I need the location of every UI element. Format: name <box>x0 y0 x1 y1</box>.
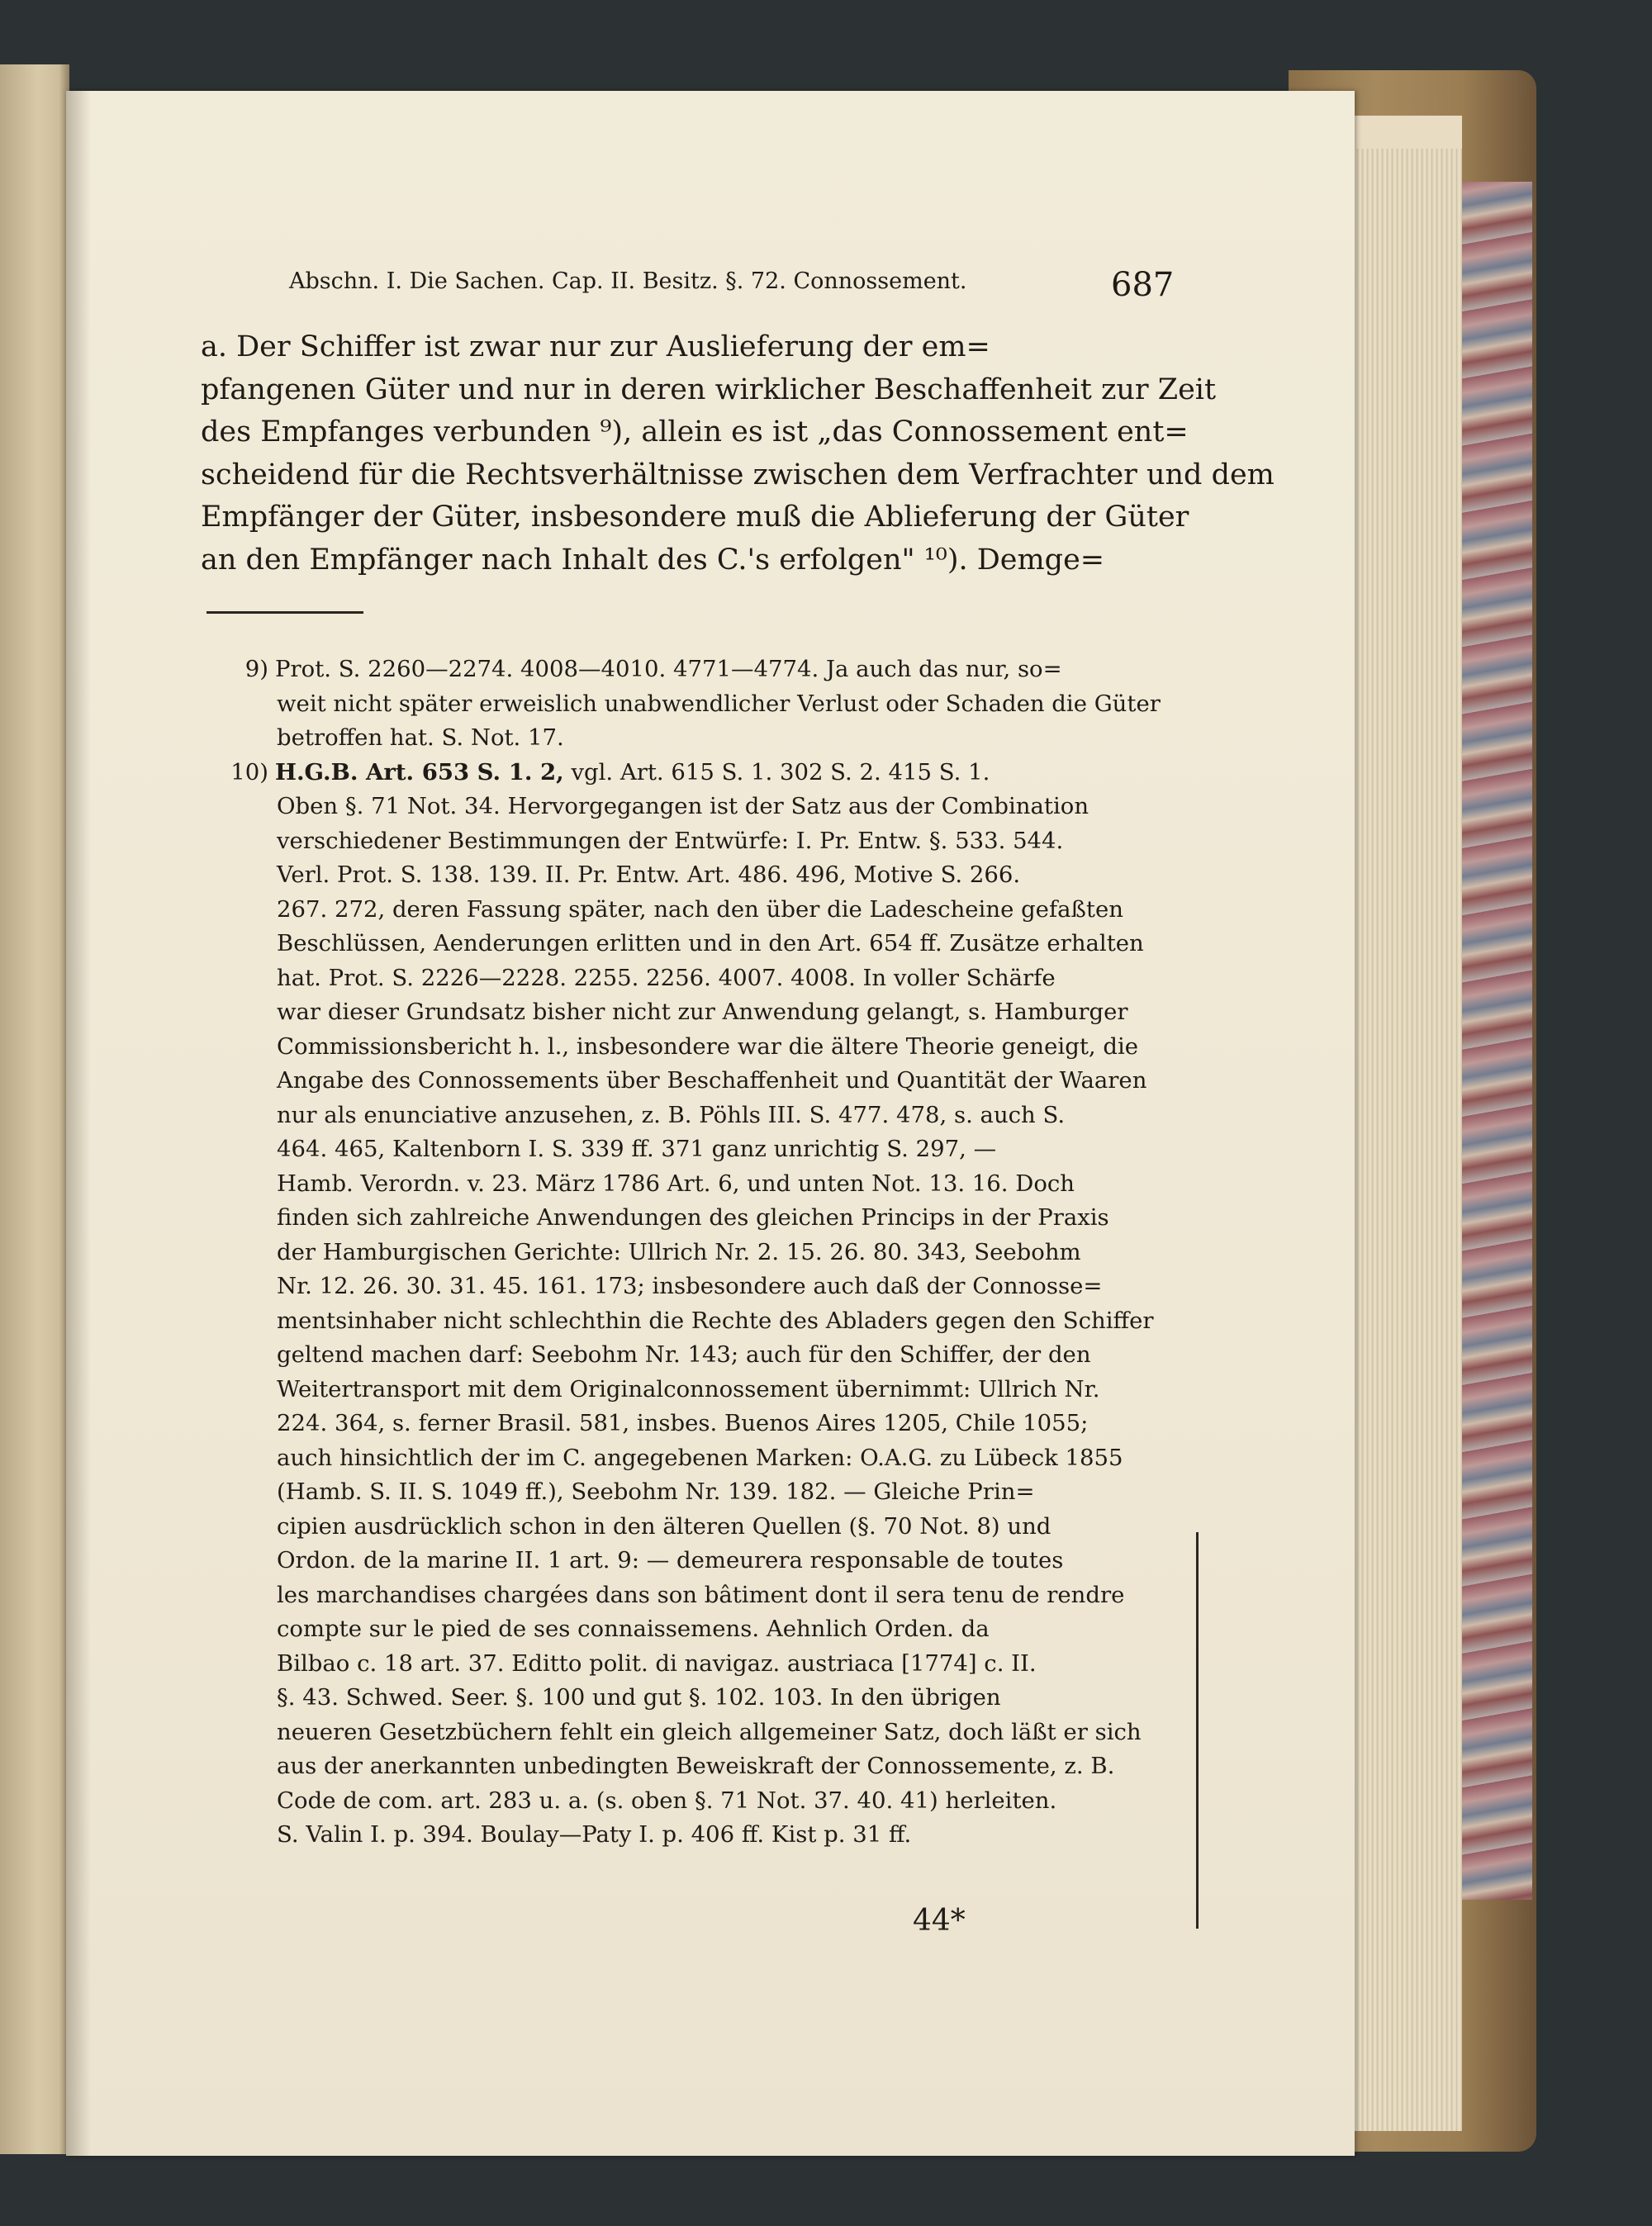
footnote-10-line: Angabe des Connossements über Beschaffenheit und Quantität der Waaren <box>277 1067 1147 1094</box>
footnote-10-line: Nr. 12. 26. 30. 31. 45. 161. 173; insbesondere auch daß der Connosse= <box>277 1273 1103 1299</box>
footnote-10-line: 464. 465, Kaltenborn I. S. 339 ff. 371 ganz unrichtig S. 297, — <box>277 1136 997 1162</box>
page-fore-edge <box>1338 116 1462 2131</box>
footnote-10-line: 267. 272, deren Fassung später, nach den über die Ladescheine gefaßten <box>277 895 1123 923</box>
text-line: an den Empfänger nach Inhalt des C.'s erfolgen" ¹⁰). Demge= <box>201 543 1105 577</box>
text-line: a. Der Schiffer ist zwar nur zur Auslieferung der em= <box>201 330 990 363</box>
footnote-10-line: compte sur le pied de ses connaissemens. Aehnlich Orden. da <box>277 1616 990 1642</box>
footnote-10-line: Beschlüssen, Aenderungen erlitten und in den Art. 654 ff. Zusätze erhalten <box>277 930 1144 956</box>
footnote-number: 9) <box>244 656 268 682</box>
footnotes <box>202 653 1161 1853</box>
facing-page-edge <box>0 64 69 2154</box>
margin-pencil-line <box>1196 1532 1199 1929</box>
footnote-10-line: Commissionsbericht h. l., insbesondere war die ältere Theorie geneigt, die <box>277 1032 1139 1060</box>
footnote-10-line: 224. 364, s. ferner Brasil. 581, insbes. Buenos Aires 1205, Chile 1055; <box>277 1410 1089 1436</box>
footnote-10-line: Code de com. art. 283 u. a. (s. oben §. 71 Not. 37. 40. 41) herleiten. <box>277 1787 1057 1814</box>
footnote-citation-bold: H.G.B. Art. 653 S. 1. 2, <box>275 758 564 786</box>
main-text <box>201 326 1275 581</box>
footnote-10-line: Bilbao c. 18 art. 37. Editto polit. di navigaz. austriaca [1774] c. II. <box>277 1649 1037 1677</box>
footnote-10-line: (Hamb. S. II. S. 1049 ff.), Seebohm Nr. 139. 182. — Gleiche Prin= <box>277 1478 1035 1505</box>
text-line: pfangenen Güter und nur in deren wirklicher Beschaffenheit zur Zeit <box>201 373 1217 406</box>
footnote-number: 10) <box>230 758 268 786</box>
footnote-10-line: hat. Prot. S. 2226—2228. 2255. 2256. 4007. 4008. In voller Schärfe <box>277 964 1056 991</box>
text-line: des Empfanges verbunden ⁹), allein es ist „das Connossement ent= <box>201 415 1189 449</box>
footnote-9-line: weit nicht später erweislich unabwendlicher Verlust oder Schaden die Güter <box>277 690 1161 717</box>
signature-mark: 44* <box>913 1904 966 1938</box>
page-fore-edge-top <box>1338 116 1462 149</box>
footnote-10-line <box>202 756 1161 790</box>
gutter-shadow <box>66 91 91 2156</box>
footnote-10-line: aus der anerkannten unbedingten Beweiskraft der Connossemente, z. B. <box>277 1753 1115 1779</box>
footnote-10-line: Oben §. 71 Not. 34. Hervorgegangen ist der Satz aus der Combination <box>277 793 1089 819</box>
text-line: scheidend für die Rechtsverhältnisse zwischen dem Verfrachter und dem <box>201 458 1275 491</box>
footnote-10-line: Ordon. de la marine II. 1 art. 9: — demeurera responsable de toutes <box>277 1547 1064 1573</box>
footnote-text: vgl. Art. 615 S. 1. 302 S. 2. 415 S. 1. <box>563 758 990 786</box>
footnote-10-line: verschiedener Bestimmungen der Entwürfe: I. Pr. Entw. §. 533. 544. <box>277 827 1064 854</box>
footnote-10-line: neueren Gesetzbüchern fehlt ein gleich allgemeiner Satz, doch läßt er sich <box>277 1718 1142 1745</box>
footnote-10-line: auch hinsichtlich der im C. angegebenen Marken: O.A.G. zu Lübeck 1855 <box>277 1444 1123 1471</box>
footnote-10-line: war dieser Grundsatz bisher nicht zur Anwendung gelangt, s. Hamburger <box>277 999 1128 1025</box>
footnote-9-line <box>202 653 1161 687</box>
footnote-10-line: Verl. Prot. S. 138. 139. II. Pr. Entw. Art. 486. 496, Motive S. 266. <box>277 861 1021 888</box>
footnote-10-line: mentsinhaber nicht schlechthin die Rechte des Abladers gegen den Schiffer <box>277 1307 1154 1334</box>
footnote-10-line: geltend machen darf: Seebohm Nr. 143; auch für den Schiffer, der den <box>277 1341 1091 1368</box>
footnote-10-line: cipien ausdrücklich schon in den älteren Quellen (§. 70 Not. 8) und <box>277 1512 1051 1540</box>
footnote-10-line: Weitertransport mit dem Originalconnossement übernimmt: Ullrich Nr. <box>277 1375 1100 1403</box>
footnote-10-line: §. 43. Schwed. Seer. §. 100 und gut §. 102. 103. In den übrigen <box>277 1684 1001 1711</box>
footnote-rule <box>206 611 363 614</box>
footnote-10-line: S. Valin I. p. 394. Boulay—Paty I. p. 406 ff. Kist p. 31 ff. <box>277 1821 912 1848</box>
footnote-10-line: finden sich zahlreiche Anwendungen des gleichen Princips in der Praxis <box>277 1204 1109 1231</box>
footnote-10-line: Hamb. Verordn. v. 23. März 1786 Art. 6, und unten Not. 13. 16. Doch <box>277 1170 1075 1197</box>
footnote-text: Prot. S. 2260—2274. 4008—4010. 4771—4774. Ja auch das nur, so= <box>275 656 1062 682</box>
footnote-10-line: nur als enunciative anzusehen, z. B. Pöhls III. S. 477. 478, s. auch S. <box>277 1101 1066 1128</box>
page-number: 687 <box>1111 266 1175 304</box>
text-line: Empfänger der Güter, insbesondere muß die Ablieferung der Güter <box>201 501 1189 534</box>
footnote-10-line: les marchandises chargées dans son bâtiment dont il sera tenu de rendre <box>277 1581 1125 1608</box>
running-head: Abschn. I. Die Sachen. Cap. II. Besitz. §. 72. Connossement. <box>289 268 967 294</box>
footnote-10-line: der Hamburgischen Gerichte: Ullrich Nr. 2. 15. 26. 80. 343, Seebohm <box>277 1238 1081 1265</box>
footnote-9-line: betroffen hat. S. Not. 17. <box>277 724 564 751</box>
